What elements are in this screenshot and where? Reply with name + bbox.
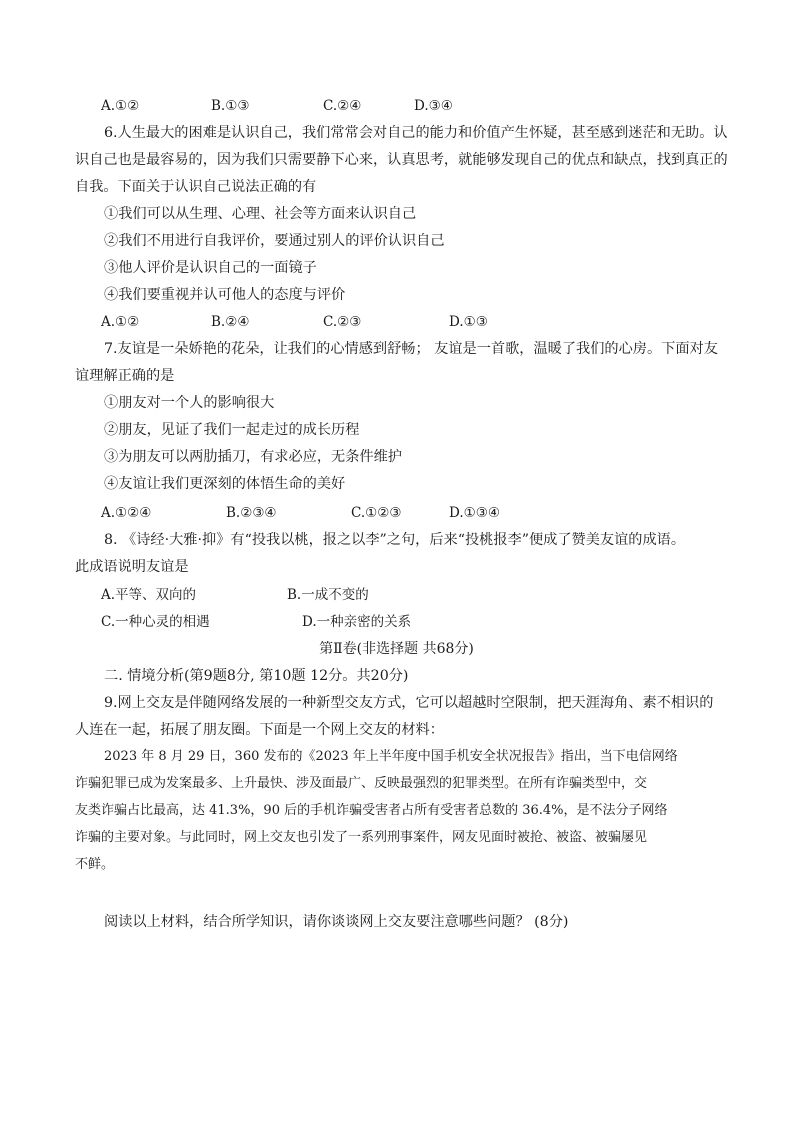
- q7-item-4: ④友谊让我们更深刻的体悟生命的美好: [104, 476, 346, 492]
- q9-material-line-2: 诈骗犯罪已成为发案最多、上升最快、涉及面最广、反映最强烈的犯罪类型。在所有诈骗类型中，交: [75, 776, 648, 791]
- q9-material-line-3: 友类诈骗占比最高，达 41.3%，90 后的手机诈骗受害者占所有受害者总数的 36.4%，是不法分子网络: [75, 803, 668, 818]
- q8-stem-line-1: 8. 《诗经·大雅·抑》有“投我以桃，报之以李”之句，后来“投桃报李”便成了赞美友谊的成语。: [104, 532, 686, 548]
- q9-stem-line-1: 9.网上交友是伴随网络发展的一种新型交友方式，它可以超越时空限制，把天涯海角、素不相识的: [104, 695, 714, 711]
- section-2-title: 第Ⅱ卷(非选择题 共68分): [319, 641, 474, 657]
- q8-option-a: A.平等、双向的: [101, 587, 197, 603]
- q8-option-d: D.一种亲密的关系: [302, 614, 412, 630]
- q8-stem-line-2: 此成语说明友谊是: [75, 559, 189, 575]
- q5-option-d: D.③④: [414, 98, 453, 114]
- q6-stem-line-2: 识自己也是最容易的，因为我们只需要静下心来，认真思考，就能够发现自己的优点和缺点，找到真正的: [75, 152, 728, 168]
- q6-option-a: A.①②: [101, 314, 140, 330]
- q6-option-d: D.①③: [449, 314, 488, 330]
- q7-option-d: D.①③④: [449, 505, 500, 521]
- q5-option-a: A.①②: [101, 98, 140, 114]
- q9-material-line-5: 不鲜。: [75, 857, 115, 872]
- q6-item-2: ②我们不用进行自我评价，要通过别人的评价认识自己: [104, 233, 445, 249]
- q6-stem-line-1: 6.人生最大的困难是认识自己，我们常常会对自己的能力和价值产生怀疑，甚至感到迷茫和无助。认: [104, 125, 728, 141]
- q7-option-b: B.②③④: [226, 505, 277, 521]
- q5-option-b: B.①③: [211, 98, 250, 114]
- q7-item-2: ②朋友，见证了我们一起走过的成长历程: [104, 422, 360, 438]
- q6-item-3: ③他人评价是认识自己的一面镜子: [104, 260, 317, 276]
- q6-option-b: B.②④: [211, 314, 250, 330]
- q9-stem-line-2: 人连在一起，拓展了朋友圈。下面是一个网上交友的材料：: [75, 722, 444, 738]
- q6-stem-line-3: 自我。下面关于认识自己说法正确的有: [75, 179, 317, 195]
- q9-question: 阅读以上材料，结合所学知识，请你谈谈网上交友要注意哪些问题？ (8分): [104, 914, 569, 930]
- q7-option-c: C.①②③: [351, 505, 402, 521]
- q9-material-line-4: 诈骗的主要对象。与此同时，网上交友也引发了一系列刑事案件，网友见面时被抢、被盗、被骗屡见: [75, 830, 648, 845]
- q9-material-line-1: 2023 年 8 月 29 日，360 发布的《2023 年上半年度中国手机安全状况报告》指出，当下电信网络: [104, 749, 678, 764]
- q7-item-3: ③为朋友可以两肋插刀，有求必应，无条件维护: [104, 449, 402, 465]
- q6-option-c: C.②③: [323, 314, 362, 330]
- q7-stem-line-1: 7.友谊是一朵娇艳的花朵，让我们的心情感到舒畅； 友谊是一首歌，温暖了我们的心房。下面对友: [104, 341, 718, 357]
- q8-option-c: C.一种心灵的相遇: [101, 614, 210, 630]
- q6-item-4: ④我们要重视并认可他人的态度与评价: [104, 287, 346, 303]
- q6-item-1: ①我们可以从生理、心理、社会等方面来认识自己: [104, 206, 417, 222]
- q5-option-c: C.②④: [323, 98, 362, 114]
- q8-option-b: B.一成不变的: [287, 587, 369, 603]
- q7-item-1: ①朋友对一个人的影响很大: [104, 395, 275, 411]
- section-2-heading: 二. 情境分析(第9题8分, 第10题 12分。共20分): [104, 668, 409, 684]
- q7-stem-line-2: 谊理解正确的是: [75, 368, 175, 384]
- q7-option-a: A.①②④: [101, 505, 152, 521]
